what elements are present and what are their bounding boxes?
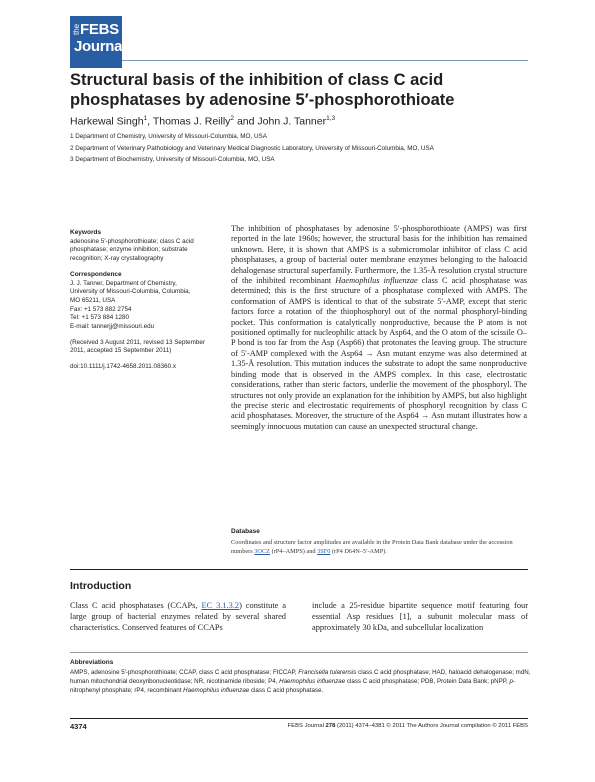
intro-left-text-1: Class C acid phosphatases (CCAPs, xyxy=(70,601,202,610)
intro-left-text-2: ) constitute a large group of bacterial enzymes related by several shared characteristics. Conserved features of CCAPs xyxy=(70,601,286,633)
doi-block xyxy=(70,363,220,372)
author-3-affil: 1,3 xyxy=(326,115,336,122)
abbr-part: class C acid phosphatase; HAD, haloacid dehalogenase; mdN, human mitochondrial deoxyribonucleotidase; NR, nicotinamide riboside; P4, xyxy=(70,669,531,685)
section-divider xyxy=(70,569,528,570)
affiliation-2: 2 Department of Veterinary Pathobiology and Veterinary Medical Diagnostic Laboratory, University of Missouri-Columbia, MO, USA xyxy=(70,144,434,152)
correspondence-heading: Correspondence xyxy=(70,270,122,278)
database-heading: Database xyxy=(231,528,260,535)
abbr-part: class C acid phosphatase; PDB, Protein Data Bank; pNPP, xyxy=(345,678,510,685)
abbr-italic: p xyxy=(509,678,513,685)
abstract-species: Haemophilus influenzae xyxy=(335,276,418,286)
ec-number-link[interactable]: EC 3.1.3.2 xyxy=(201,601,240,610)
journal-header xyxy=(70,16,528,61)
febs-journal-logo xyxy=(70,16,127,68)
pdb-link-3ocz[interactable]: 3OCZ xyxy=(254,547,271,555)
affiliations xyxy=(70,131,540,166)
received-block xyxy=(70,339,220,356)
article-title xyxy=(70,70,530,110)
database-text-1: Coordinates and structure factor amplitudes are available in the Protein Data Bank database under the accession numbers xyxy=(231,539,513,555)
author-3: and John J. Tanner xyxy=(234,115,327,128)
database-text-2: (rP4–AMPS) and xyxy=(270,547,318,555)
author-2-affil: 2 xyxy=(230,115,235,122)
abbr-part: class C acid phosphatase. xyxy=(249,687,324,694)
abbreviations-heading: Abbreviations xyxy=(70,659,114,666)
introduction-heading: Introduction xyxy=(70,580,132,592)
correspondence-line: Fax: +1 573 882 2754 xyxy=(70,305,132,313)
correspondence-email[interactable]: E-mail: tannerjj@missouri.edu xyxy=(70,323,155,331)
abstract-part-1: The inhibition of phosphatases by adenosine 5′-phosphorothioate (AMPS) was first reported in the late 1960s; however, the structural basis for the inhibition has remained unknown. Here, it is shown that AMPS is a submicromolar inhibitor of class C acid phosphatases, a group of bacterial outer membrane enzymes belonging to the haloacid dehalogenase structural superfamily. Furthermore, the 1.35-Å resolution crystal structure of the inhibited recombinant xyxy=(231,224,527,286)
footer-journal: FEBS Journal xyxy=(287,723,326,729)
logo-the: the xyxy=(72,23,81,35)
correspondence-block xyxy=(70,271,220,332)
database-text xyxy=(231,539,527,557)
correspondence-line: J. J. Tanner, Department of Chemistry, xyxy=(70,279,177,287)
author-2: , Thomas J. Reilly xyxy=(147,115,231,128)
doi-text[interactable]: doi:10.1111/j.1742-4658.2011.08360.x xyxy=(70,363,176,371)
abstract-part-2: class C acid phosphatase was determined; this is the first structure of a phosphatase complexed with AMPS. The conformation of AMPS is identical to that of the substrate 5′-AMP, except that steric factors force a rotation of the thiophosphoryl out of the normal phosphoryl-binding pocket. This conformation is catalytically nonproductive, because the P atom is not positioned optimally for nucleophilic attack by Asp64, and the O atom of the scissile O–P bond is too far from the Asp (Asp66) that protonates the leaving group. The structure of 5′-AMP complexed with the Asp64 → Asn mutant enzyme was also determined at 1.35-Å resolution. This mutation induces the substrate to adopt the same nonproductive binding mode that is observed in the AMPS complex. In this case, electrostatic considerations, rather than steric factors, underlie the movement of the phosphoryl. The structures not only provide an explanation for the inhibition by AMPS, but also highlight the precise steric and electrostatic requirements of phosphoryl recognition by class C acid phosphatases. Moreover, the structure of the Asp64 → Asn mutant illustrates how a seemingly innocuous mutation can cause an unexpected structural change. xyxy=(231,276,527,431)
logo-journal: Journal xyxy=(74,38,127,55)
intro-right-column: include a 25-residue bipartite sequence motif featuring four essential Asp residues [1], a subunit molecular mass of approximately 30 kDa, and subcellular localization xyxy=(312,601,528,633)
title-line-2: phosphatases by adenosine 5′-phosphorothioate xyxy=(70,91,455,109)
keywords-text: adenosine 5′-phosphorothioate; class C acid phosphatase; enzyme inhibition; substrate recognition; X-ray crystallography xyxy=(70,237,194,263)
abbreviations-divider xyxy=(70,652,528,653)
footer-divider xyxy=(70,718,528,719)
correspondence-line: Tel: +1 573 884 1280 xyxy=(70,314,129,322)
footer-rest: (2011) 4374–4381 © 2011 The Authors Journal compilation © 2011 FEBS xyxy=(335,723,528,729)
pdb-link-3sf0[interactable]: 3SF0 xyxy=(317,547,331,555)
abbr-part: AMPS, adenosine 5′-phosphorothioate; CCAP, class C acid phosphatase; FtCCAP, xyxy=(70,669,299,676)
footer-citation xyxy=(232,723,528,729)
abbr-italic: Haemophilus influenzae xyxy=(183,687,250,694)
database-text-3: (rP4 D64N–5′-AMP). xyxy=(330,547,387,555)
keywords-block xyxy=(70,229,220,264)
abbr-part: -nitrophenyl phosphate; rP4, recombinant xyxy=(70,678,515,694)
abbr-italic: Francisella tularensis xyxy=(298,669,357,676)
author-1-affil: 1 xyxy=(143,115,148,122)
author-list xyxy=(70,112,530,129)
affiliation-3: 3 Department of Biochemistry, University of Missouri-Columbia, MO, USA xyxy=(70,156,275,163)
received-dates: (Received 3 August 2011, revised 13 September 2011, accepted 15 September 2011) xyxy=(70,338,205,355)
abbr-italic: Haemophilus influenzae xyxy=(279,678,346,685)
title-line-1: Structural basis of the inhibition of class C acid xyxy=(70,71,444,89)
correspondence-line: University of Missouri-Columbia, Columbia, xyxy=(70,288,191,296)
article-sidebar xyxy=(70,229,220,379)
keywords-heading: Keywords xyxy=(70,229,102,236)
footer-volume: 278 xyxy=(325,723,336,729)
abbreviations-text xyxy=(70,668,532,695)
abstract xyxy=(231,224,527,432)
page-number: 4374 xyxy=(70,722,87,731)
author-1: Harkewal Singh xyxy=(70,115,144,128)
intro-left-column xyxy=(70,600,286,633)
correspondence-line: MO 65211, USA xyxy=(70,296,116,304)
logo-febs: FEBS xyxy=(80,21,119,38)
affiliation-1: 1 Department of Chemistry, University of Missouri-Columbia, MO, USA xyxy=(70,133,267,140)
